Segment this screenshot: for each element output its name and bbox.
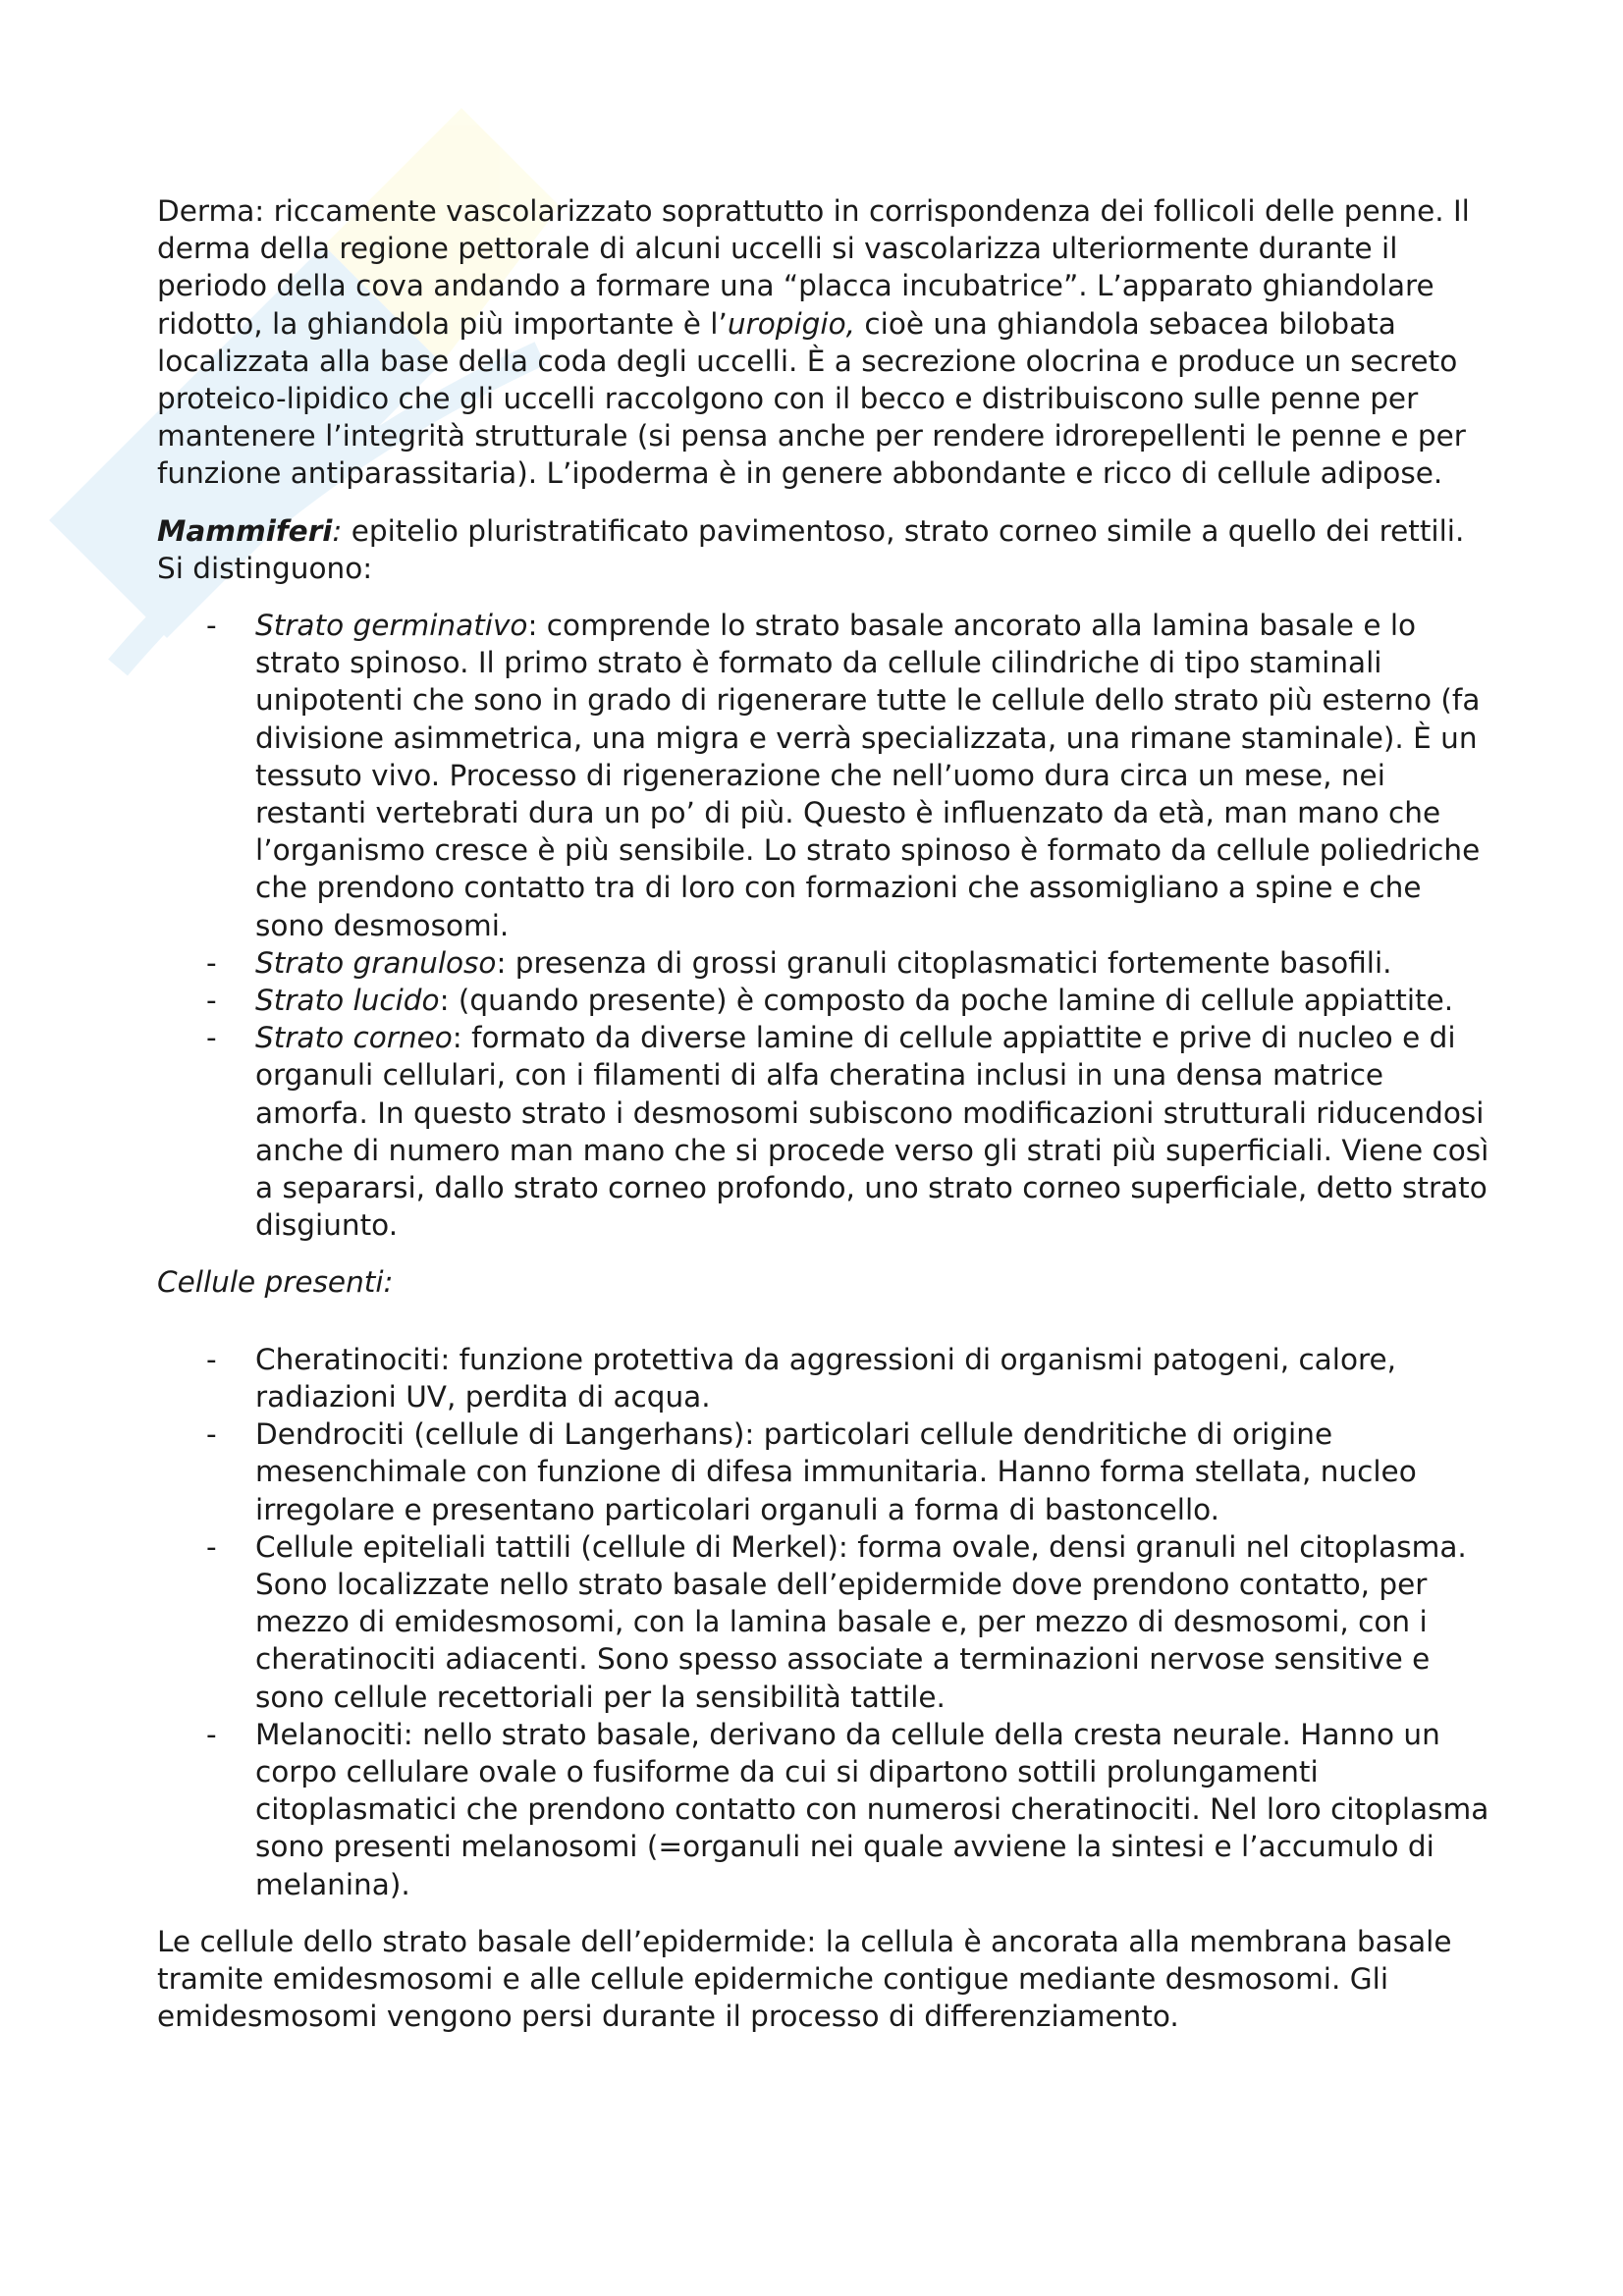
strato-term: Strato granuloso bbox=[255, 945, 497, 980]
mammiferi-paragraph bbox=[157, 512, 1492, 587]
list-item: - Cellule epiteliali tattili (cellule di Merkel): forma ovale, densi granuli nel citoplasma. Sono localizzate nello strato basale dell’epidermide dove prendono contatto, per mezzo di emidesmosomi, con la lamina basale e, per mezzo di desmosomi, con i cheratinociti adiacenti. Sono spesso associate a terminazioni nervose sensitive e sono cellule recettoriali per la sensibilità tattile. bbox=[157, 1528, 1492, 1716]
list-item bbox=[157, 982, 1492, 1019]
list-item bbox=[157, 1019, 1492, 1244]
document-page bbox=[157, 192, 1492, 2055]
strato-term: Strato germinativo bbox=[255, 609, 528, 643]
strato-text: : comprende lo strato basale ancorato alla lamina basale e lo strato spinoso. Il primo strato è formato da cellule cilindriche di tipo staminali unipotenti che sono in grado di rigenerare tutte le cellule dello strato più esterno (fa divisione asimmetrica, una migra e verrà specializzata, una rimane staminale). È un tessuto vivo. Processo di rigenerazione che nell’uomo dura circa un mese, nei restanti vertebrati dura un po’ di più. Questo è influenzato da età, man mano che l’organismo cresce è più sensibile. Lo strato spinoso è formato da cellule poliedriche che prendono contatto tra di loro con formazioni che assomigliano a spine e che sono desmosomi. bbox=[255, 609, 1481, 942]
cellule-list bbox=[157, 1341, 1492, 1903]
list-item bbox=[157, 944, 1492, 982]
strato-text: : (quando presente) è composto da poche lamine di cellule appiattite. bbox=[439, 984, 1454, 1018]
strato-term: Strato lucido bbox=[255, 984, 440, 1018]
strato-text: : presenza di grossi granuli citoplasmatici fortemente basofili. bbox=[496, 945, 1392, 980]
derma-text-2: cioè una ghiandola sebacea bilobata localizzata alla base della coda degli uccelli. È a secrezione olocrina e produce un secreto proteico-lipidico che gli uccelli raccolgono con il becco e distribuiscono sulle penne per mantenere l’integrità strutturale (si pensa anche per rendere idrorepellenti le penne e per funzione antiparassitaria). L’ipoderma è in genere abbondante e ricco di cellule adipose. bbox=[157, 306, 1466, 491]
list-item: - Dendrociti (cellule di Langerhans): particolari cellule dendritiche di origine mesenchimale con funzione di difesa immunitaria. Hanno forma stellata, nucleo irregolare e presentano particolari organuli a forma di bastoncello. bbox=[157, 1415, 1492, 1528]
list-item: - Melanociti: nello strato basale, derivano da cellule della cresta neurale. Hanno un corpo cellulare ovale o fusiforme da cui si dipartono sottili prolungamenti citoplasmatici che prendono contatto con numerosi cheratinociti. Nel loro citoplasma sono presenti melanosomi (=organuli nei quale avviene la sintesi e l’accumulo di melanina). bbox=[157, 1716, 1492, 1903]
derma-italic-term: uropigio, bbox=[727, 306, 856, 341]
list-item: - Cheratinociti: funzione protettiva da aggressioni di organismi patogeni, calore, radiazioni UV, perdita di acqua. bbox=[157, 1341, 1492, 1415]
mammiferi-label: Mammiferi bbox=[157, 513, 333, 548]
strato-text: : formato da diverse lamine di cellule appiattite e prive di nucleo e di organuli cellulari, con i filamenti di alfa cheratina inclusi in una densa matrice amorfa. In questo strato i desmosomi subiscono modificazioni strutturali riducendosi anche di numero man mano che si procede verso gli strati più superficiali. Viene così a separarsi, dallo strato corneo profondo, uno strato corneo superficiale, detto strato disgiunto. bbox=[255, 1021, 1489, 1243]
conclusione-paragraph: Le cellule dello strato basale dell’epidermide: la cellula è ancorata alla membrana basale tramite emidesmosomi e alle cellule epidermiche contigue mediante desmosomi. Gli emidesmosomi vengono persi durante il processo di differenziamento. bbox=[157, 1924, 1452, 2034]
strati-list bbox=[157, 607, 1492, 1244]
derma-text-1: Derma: riccamente vascolarizzato soprattutto in corrispondenza dei follicoli delle penne. Il derma della regione pettorale di alcuni uccelli si vascolarizza ulteriormente durante il periodo della cova andando a formare una “placca incubatrice”. L’apparato ghiandolare ridotto, la ghiandola più importante è l’ bbox=[157, 194, 1470, 341]
list-item bbox=[157, 607, 1492, 944]
strato-term: Strato corneo bbox=[255, 1021, 453, 1055]
mammiferi-colon: : bbox=[332, 513, 343, 548]
cellule-heading: Cellule presenti: bbox=[157, 1265, 394, 1300]
derma-paragraph bbox=[157, 192, 1492, 493]
mammiferi-text: epitelio pluristratificato pavimentoso, strato corneo simile a quello dei rettili. Si distinguono: bbox=[157, 513, 1465, 585]
